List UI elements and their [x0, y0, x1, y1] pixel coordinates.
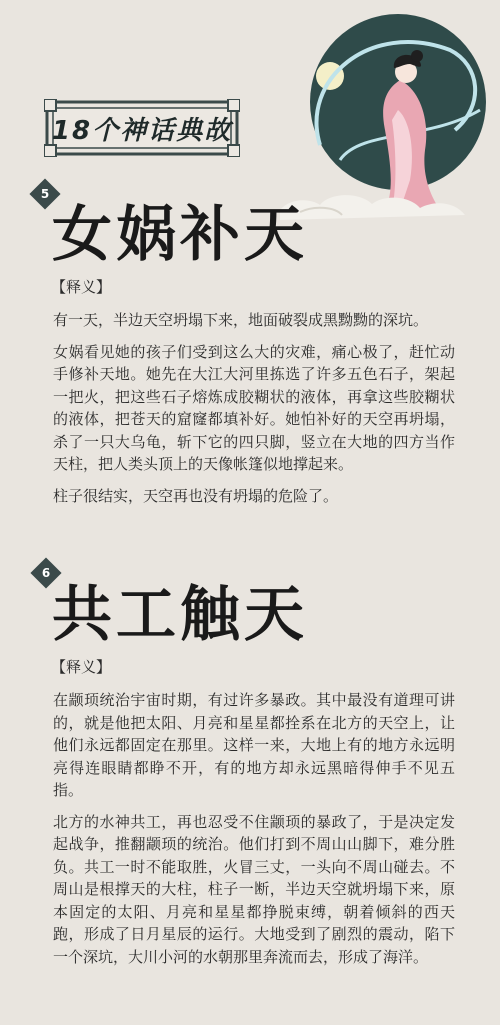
section-title: 女娲补天 [52, 200, 308, 270]
section-number: 5 [40, 187, 50, 201]
header-badge [44, 99, 240, 157]
section-title: 共工触天 [52, 580, 308, 650]
section-body [53, 689, 455, 977]
fairy-illustration [280, 10, 495, 220]
paragraph: 有一天，半边天空坍塌下来，地面破裂成黑黝黝的深坑。 [53, 311, 429, 329]
section-label: 【释义】 [51, 658, 112, 676]
paragraph: 女娲看见她的孩子们受到这么大的灾难，痛心极了，赶忙动手修补天地。她先在大江大河里拣选了许多五色石子，架起一把火，把这些石子熔炼成胶糊状的液体，再拿这些胶糊状的液体，把苍天的窟窿都填补好。她怕补好的天空再坍塌，杀了一只大乌龟，斩下它的四只脚，竖立在大地的四方当作天柱，把人类头顶上的天像帐篷似地撑起来。 [53, 342, 455, 473]
paragraph: 柱子很结实，天空再也没有坍塌的危险了。 [53, 486, 339, 505]
badge-title: 18个神话典故 [51, 115, 233, 146]
section-label: 【释义】 [51, 278, 112, 296]
paragraph: 北方的水神共工，再也忍受不住颛顼的暴政了，于是决定发起战争，推翻颛顼的统治。他们打到不周山山脚下，难分胜负。共工一时不能取胜，火冒三丈，一头向不周山碰去。不周山是根撑天的大柱，柱子一断，半边天空就坍塌下来，原本固定的太阳、月亮和星星都挣脱束缚，朝着倾斜的西天跑，形成了日月星辰的运行。大地受到了剧烈的震动，陷下一个深坑，大川小河的水朝那里奔流而去，形成了海洋。 [53, 812, 455, 966]
section-number: 6 [41, 566, 51, 580]
section-body [53, 309, 455, 516]
paragraph: 在颛顼统治宇宙时期，有过许多暴政。其中最没有道理可讲的，就是他把太阳、月亮和星星都拴系在北方的天空上，让他们永远都固定在那里。这样一来，大地上有的地方永远明亮得连眼睛都睁不开，有的地方却永远黑暗得伸手不见五指。 [53, 691, 455, 799]
